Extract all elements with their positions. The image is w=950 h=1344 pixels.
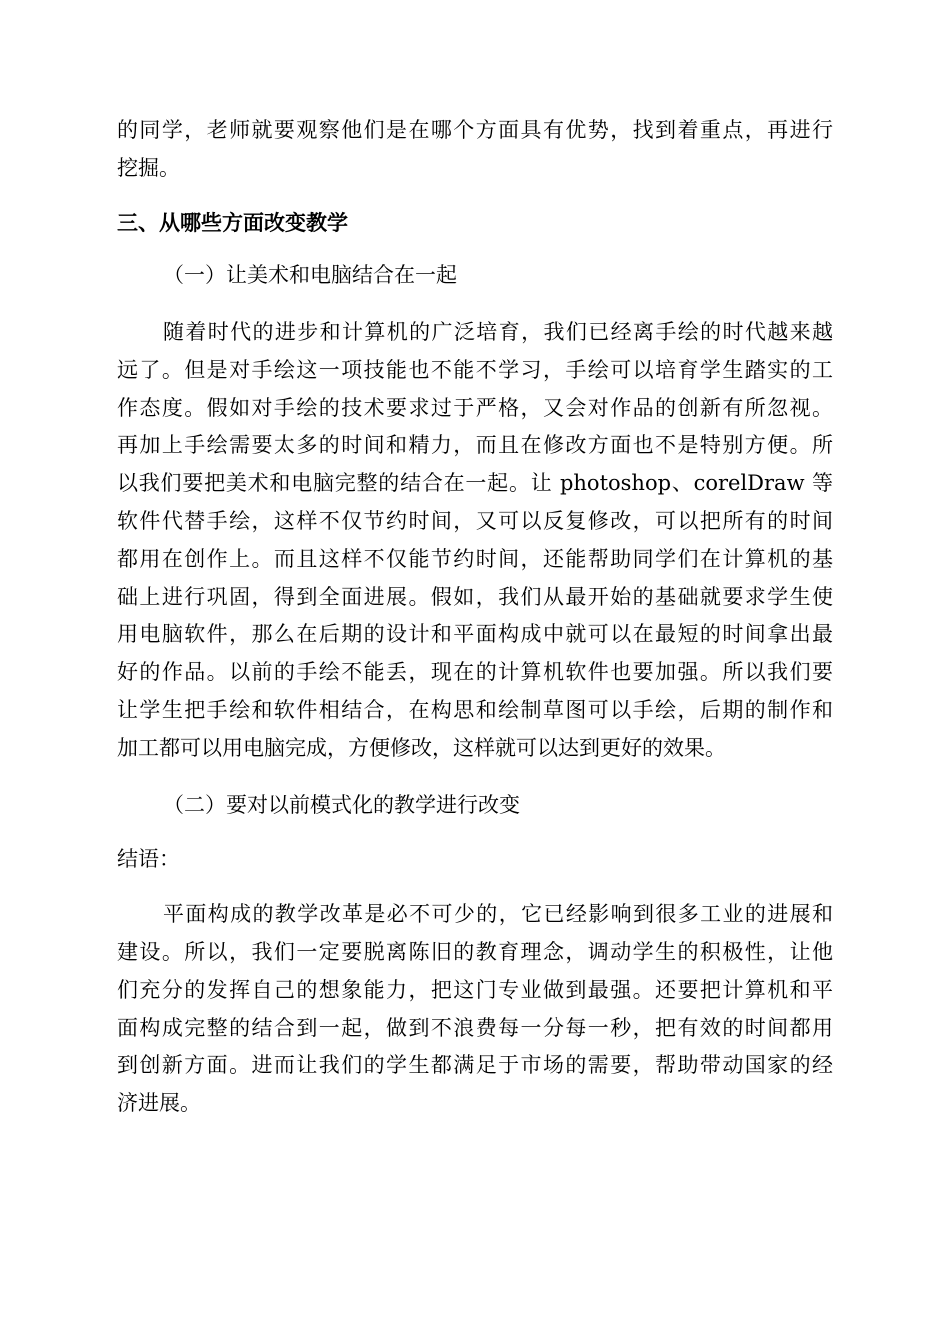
para1-line-1: 随着时代的进步和计算机的广泛培育，我们已经离手绘的时代越来越 (163, 320, 833, 344)
intro-line-1: 的同学，老师就要观察他们是在哪个方面具有优势，找到着重点，再进行 (117, 118, 833, 142)
intro-line-2: 挖掘。 (117, 156, 180, 180)
para1-line-2: 远了。但是对手绘这一项技能也不能不学习，手绘可以培育学生踏实的工 (117, 358, 833, 382)
conclusion-line-4: 面构成完整的结合到一起，做到不浪费每一分每一秒，把有效的时间都用 (117, 1016, 833, 1040)
section-heading: 三、从哪些方面改变教学 (117, 210, 348, 235)
conclusion-line-5: 到创新方面。进而让我们的学生都满足于市场的需要，帮助带动国家的经 (117, 1053, 833, 1077)
para1-line-12: 加工都可以用电脑完成，方便修改，这样就可以达到更好的效果。 (117, 736, 726, 760)
conclusion-line-1: 平面构成的教学改革是必不可少的，它已经影响到很多工业的进展和 (163, 902, 833, 926)
conclusion-line-6: 济进展。 (117, 1091, 201, 1115)
para1-line-8: 础上进行巩固，得到全面进展。假如，我们从最开始的基础就要求学生使 (117, 585, 833, 609)
conclusion-line-2: 建设。所以，我们一定要脱离陈旧的教育理念，调动学生的积极性，让他 (117, 940, 833, 964)
para1-line-11: 让学生把手绘和软件相结合，在构思和绘制草图可以手绘，后期的制作和 (117, 698, 833, 722)
para1-line-10: 好的作品。以前的手绘不能丢，现在的计算机软件也要加强。所以我们要 (117, 660, 833, 684)
para1-line-5: 以我们要把美术和电脑完整的结合在一起。让 photoshop、corelDraw 等 (117, 471, 833, 495)
para1-line-6: 软件代替手绘，这样不仅节约时间，又可以反复修改，可以把所有的时间 (117, 509, 833, 533)
subheading-1: （一）让美术和电脑结合在一起 (163, 263, 457, 287)
para1-line-7: 都用在创作上。而且这样不仅能节约时间，还能帮助同学们在计算机的基 (117, 547, 833, 571)
para1-line-3: 作态度。假如对手绘的技术要求过于严格，又会对作品的创新有所忽视。 (117, 396, 833, 420)
para1-line-9: 用电脑软件，那么在后期的设计和平面构成中就可以在最短的时间拿出最 (117, 622, 833, 646)
conclusion-label: 结语： (117, 847, 180, 871)
subheading-2: （二）要对以前模式化的教学进行改变 (163, 793, 520, 817)
para1-line-4: 再加上手绘需要太多的时间和精力，而且在修改方面也不是特别方便。所 (117, 433, 833, 457)
conclusion-line-3: 们充分的发挥自己的想象能力，把这门专业做到最强。还要把计算机和平 (117, 978, 833, 1002)
